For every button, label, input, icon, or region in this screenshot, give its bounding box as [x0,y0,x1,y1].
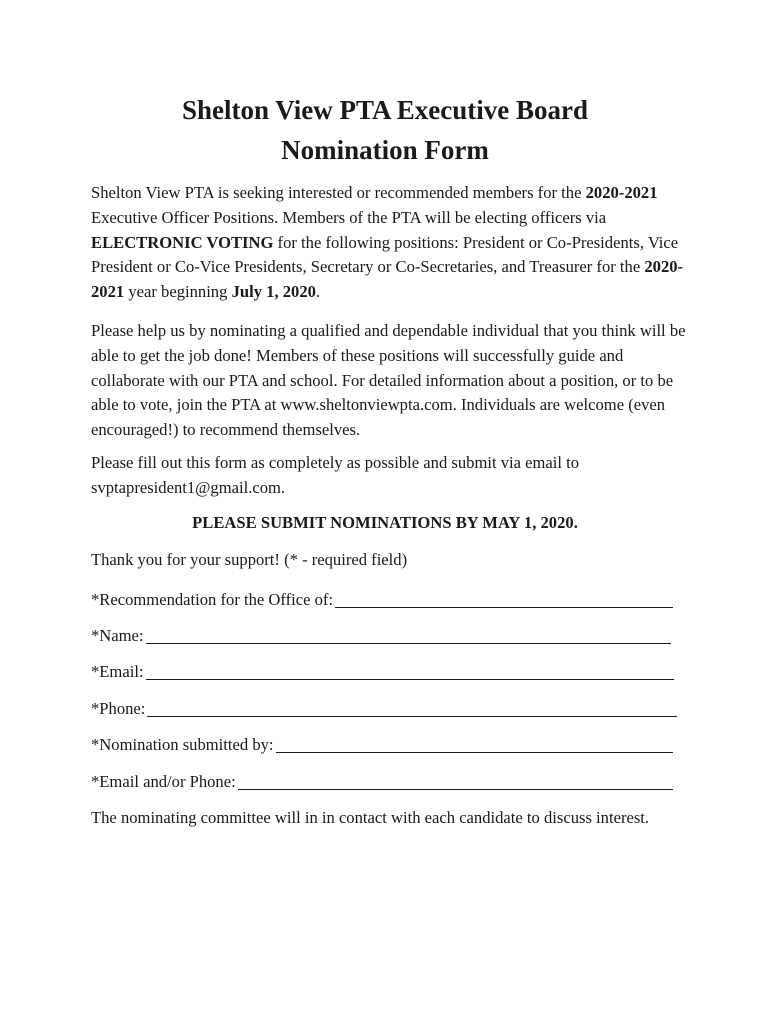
email-field [91,659,674,683]
submitter-contact-blank[interactable] [238,771,673,790]
submitted-by-field [91,732,673,756]
form-title-line-2: Nomination Form [281,135,489,165]
intro-text-1: Shelton View PTA is seeking interested or recommended members for the [91,183,586,202]
phone-blank[interactable] [147,698,677,717]
name-label: *Name: [91,626,144,645]
submitted-by-label: *Nomination submitted by: [91,735,274,754]
name-blank[interactable] [146,625,671,644]
office-recommendation-blank[interactable] [335,589,673,608]
intro-bold-year-2: 2020-2021 [91,257,684,302]
closing-note: The nominating committee will in in contact with each candidate to discuss interest. [91,808,650,827]
phone-label: *Phone: [91,699,146,718]
intro-bold-year: 2020-2021 [585,183,658,202]
phone-field [91,696,677,720]
email-label: *Email: [91,662,144,681]
office-recommendation-label: *Recommendation for the Office of: [91,590,334,609]
office-recommendation-field [91,587,673,611]
form-title-line-1: Shelton View PTA Executive Board [181,95,588,125]
intro-bold-start-date: July 1, 2020 [231,282,316,302]
intro-bold-electronic-voting: ELECTRONIC VOTING [91,232,274,252]
intro-text-3: for the following positions: President or Co-Presidents, Vice President or Co-Vice Presidents, Secretary or Co-Secretaries, and Treasurer for the [91,232,679,277]
deadline-notice: PLEASE SUBMIT NOMINATIONS BY MAY 1, 2020. [192,513,578,532]
submitted-by-blank[interactable] [276,734,673,753]
thanks-note: Thank you for your support! (* - required field) [91,550,408,569]
intro-paragraph [91,181,691,305]
name-field [91,623,671,647]
submitter-contact-label: *Email and/or Phone: [91,772,236,791]
intro-text-5: . [315,282,321,302]
submit-paragraph: Please fill out this form as completely as possible and submit via email to svptapresident1@gmail.com. [91,453,580,497]
help-paragraph: Please help us by nominating a qualified and dependable individual that you think will be able to get the job done! Members of these positions will successfully guide and collaborate with our PTA and school. For detailed information about a position, or to be able to vote, join the PTA at www.sheltonviewpta.com. Individuals are welcome (even encouraged!) to recommend themselves. [91,321,686,440]
intro-text-2: Executive Officer Positions. Members of the PTA will be electing officers via [91,207,607,227]
email-blank[interactable] [146,661,674,680]
intro-text-4: year beginning [124,282,232,302]
submitter-contact-field [91,769,673,793]
